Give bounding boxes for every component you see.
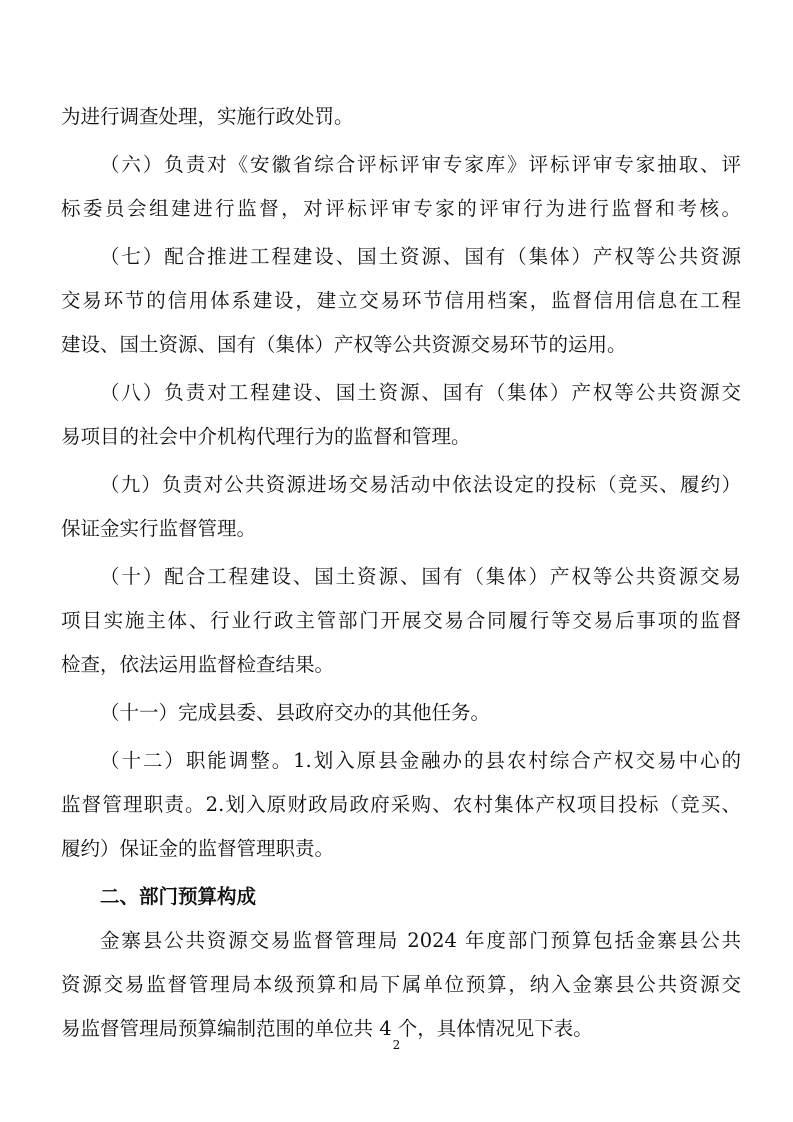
paragraph-line: 资源交易监督管理局本级预算和局下属单位预算，纳入金寨县公共资源交 bbox=[61, 973, 741, 996]
paragraph-line: 检查，依法运用监督检查结果。 bbox=[61, 653, 335, 676]
paragraph-line: 为进行调查处理，实施行政处罚。 bbox=[61, 105, 354, 128]
paragraph-line: （十）配合工程建设、国土资源、国有（集体）产权等公共资源交易 bbox=[100, 565, 741, 588]
paragraph-line: 建设、国土资源、国有（集体）产权等公共资源交易环节的运用。 bbox=[61, 333, 627, 356]
paragraph-line: （八）负责对工程建设、国土资源、国有（集体）产权等公共资源交 bbox=[100, 381, 741, 404]
paragraph-line: （九）负责对公共资源进场交易活动中依法设定的投标（竞买、履约） bbox=[100, 473, 741, 496]
paragraph-line: 监督管理职责。2.划入原财政局政府采购、农村集体产权项目投标（竞买、 bbox=[61, 793, 741, 816]
paragraph-line: 保证金实行监督管理。 bbox=[61, 517, 257, 540]
paragraph-line: 金寨县公共资源交易监督管理局 2024 年度部门预算包括金寨县公共 bbox=[100, 929, 741, 952]
paragraph-line: （十二）职能调整。1.划入原县金融办的县农村综合产权交易中心的 bbox=[100, 749, 741, 772]
paragraph-line: （七）配合推进工程建设、国土资源、国有（集体）产权等公共资源 bbox=[100, 245, 741, 268]
section-heading: 二、部门预算构成 bbox=[100, 885, 257, 908]
paragraph-line: 易项目的社会中介机构代理行为的监督和管理。 bbox=[61, 425, 471, 448]
paragraph-line: 履约）保证金的监督管理职责。 bbox=[61, 837, 335, 860]
page-number: 2 bbox=[392, 1038, 401, 1052]
paragraph-line: 标委员会组建进行监督，对评标评审专家的评审行为进行监督和考核。 bbox=[61, 197, 741, 220]
paragraph-line: （十一）完成县委、县政府交办的其他任务。 bbox=[100, 701, 491, 724]
paragraph-line: 交易环节的信用体系建设，建立交易环节信用档案，监督信用信息在工程 bbox=[61, 289, 741, 312]
paragraph-line: 项目实施主体、行业行政主管部门开展交易合同履行等交易后事项的监督 bbox=[61, 609, 741, 632]
paragraph-line: （六）负责对《安徽省综合评标评审专家库》评标评审专家抽取、评 bbox=[100, 153, 741, 176]
paragraph-line: 易监督管理局预算编制范围的单位共 4 个，具体情况见下表。 bbox=[61, 1017, 593, 1040]
